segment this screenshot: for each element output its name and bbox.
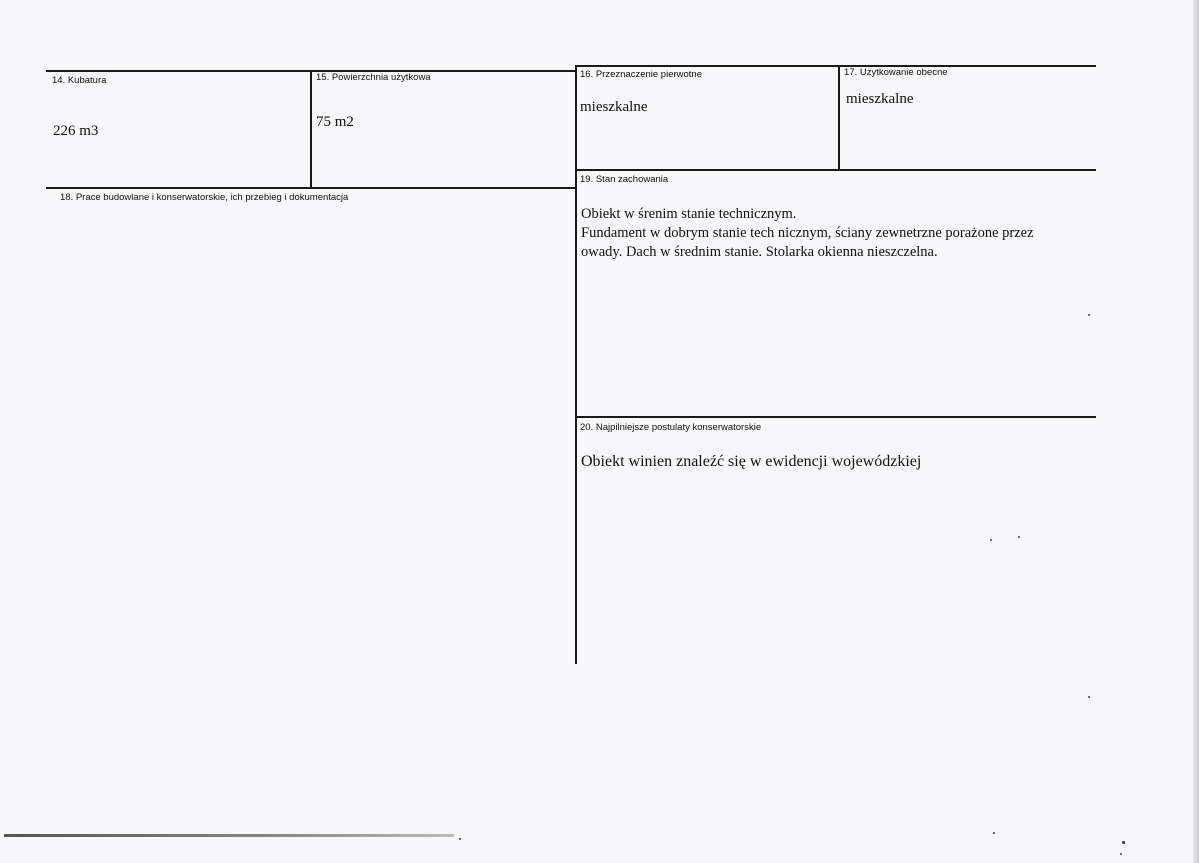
field-15-label: 15. Powierzchnia użytkowa	[316, 72, 431, 83]
scan-edge	[1193, 0, 1199, 863]
scan-speck	[1088, 696, 1090, 698]
scan-speck	[1018, 536, 1020, 538]
scan-speck	[1122, 841, 1125, 844]
field-18-label: 18. Prace budowlane i konserwatorskie, ich przebieg i dokumentacja	[60, 192, 349, 203]
rule-above-18	[46, 187, 576, 189]
field-14-label: 14. Kubatura	[52, 75, 107, 86]
top-rule-right	[575, 65, 1096, 67]
divider-16-17	[838, 65, 840, 170]
divider-14-15	[310, 70, 312, 188]
field-19-line-2: Fundament w dobrym stanie tech nicznym, ściany zewnetrzne porażone przez	[581, 225, 1034, 241]
field-19-text	[581, 205, 1034, 262]
field-20-label: 20. Najpilniejsze postulaty konserwatorskie	[580, 422, 762, 433]
field-19-line-1: Obiekt w śrenim stanie technicznym.	[581, 206, 797, 222]
field-16-value: mieszkalne	[580, 99, 648, 115]
field-17-label: 17. Użytkowanie obecne	[844, 67, 948, 78]
field-16-label: 16. Przeznaczenie pierwotne	[580, 69, 702, 80]
divider-center	[575, 66, 577, 664]
scan-bottom-rule	[4, 834, 454, 837]
scan-speck	[993, 832, 995, 834]
field-17-value: mieszkalne	[846, 91, 914, 107]
rule-above-19	[575, 169, 1096, 171]
field-15-value: 75 m2	[316, 114, 354, 130]
field-19-label: 19. Stan zachowania	[580, 174, 669, 185]
scan-speck	[459, 838, 461, 840]
field-19-line-3: owady. Dach w średnim stanie. Stolarka okienna nieszczelna.	[581, 244, 938, 260]
scan-speck	[990, 539, 992, 541]
rule-above-20	[575, 416, 1096, 418]
scan-speck	[1120, 853, 1122, 855]
field-14-value: 226 m3	[53, 123, 99, 139]
scan-speck	[1088, 314, 1090, 316]
field-20-value: Obiekt winien znaleźć się w ewidencji wojewódzkiej	[581, 453, 922, 470]
